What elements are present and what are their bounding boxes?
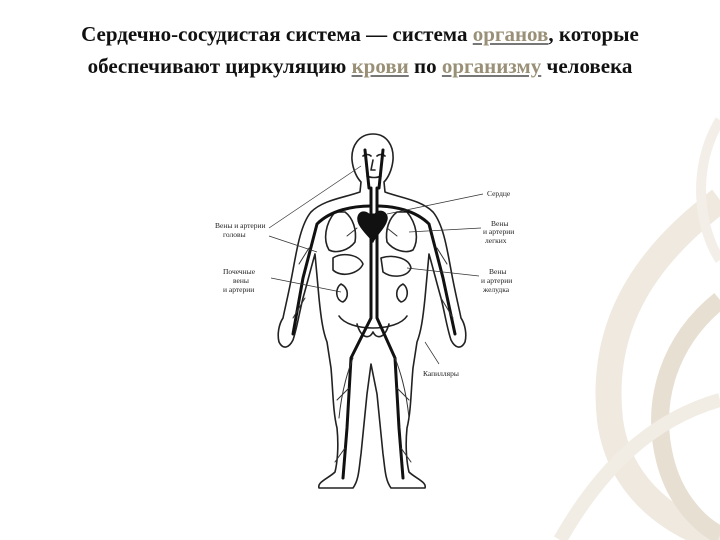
link-organism[interactable]: организму — [441, 54, 542, 78]
title-part2: , которые обеспечивают циркуляцию — [87, 22, 639, 78]
link-blood[interactable]: крови — [351, 54, 409, 78]
label-kidney-veins-1: Почечные — [223, 267, 256, 276]
label-head-veins-2: головы — [223, 230, 246, 239]
label-stomach-veins-3: желудка — [483, 285, 510, 294]
label-lung-veins-3: легких — [485, 236, 507, 245]
title-part1: Сердечно-сосудистая система — система — [81, 22, 473, 46]
label-capillaries: Капилляры — [423, 369, 459, 378]
link-organs[interactable]: органов — [472, 22, 549, 46]
label-kidney-veins-3: и артерии — [223, 285, 255, 294]
title-part4: человека — [541, 54, 633, 78]
title-part3: по — [408, 54, 442, 78]
label-kidney-veins-2: вены — [233, 276, 249, 285]
label-stomach-veins-2: и артерии — [481, 276, 513, 285]
slide-title — [20, 18, 700, 82]
body-diagram — [213, 128, 525, 496]
label-head-veins-1: Вены и артерии — [215, 221, 266, 230]
label-stomach-veins-1: Вены — [489, 267, 507, 276]
label-lung-veins-1: Вены — [491, 219, 509, 228]
left-lung — [326, 212, 356, 252]
label-heart: Сердце — [487, 189, 511, 198]
label-lung-veins-2: и артерии — [483, 227, 515, 236]
heart — [358, 211, 388, 242]
circulatory-system-figure — [213, 128, 525, 496]
